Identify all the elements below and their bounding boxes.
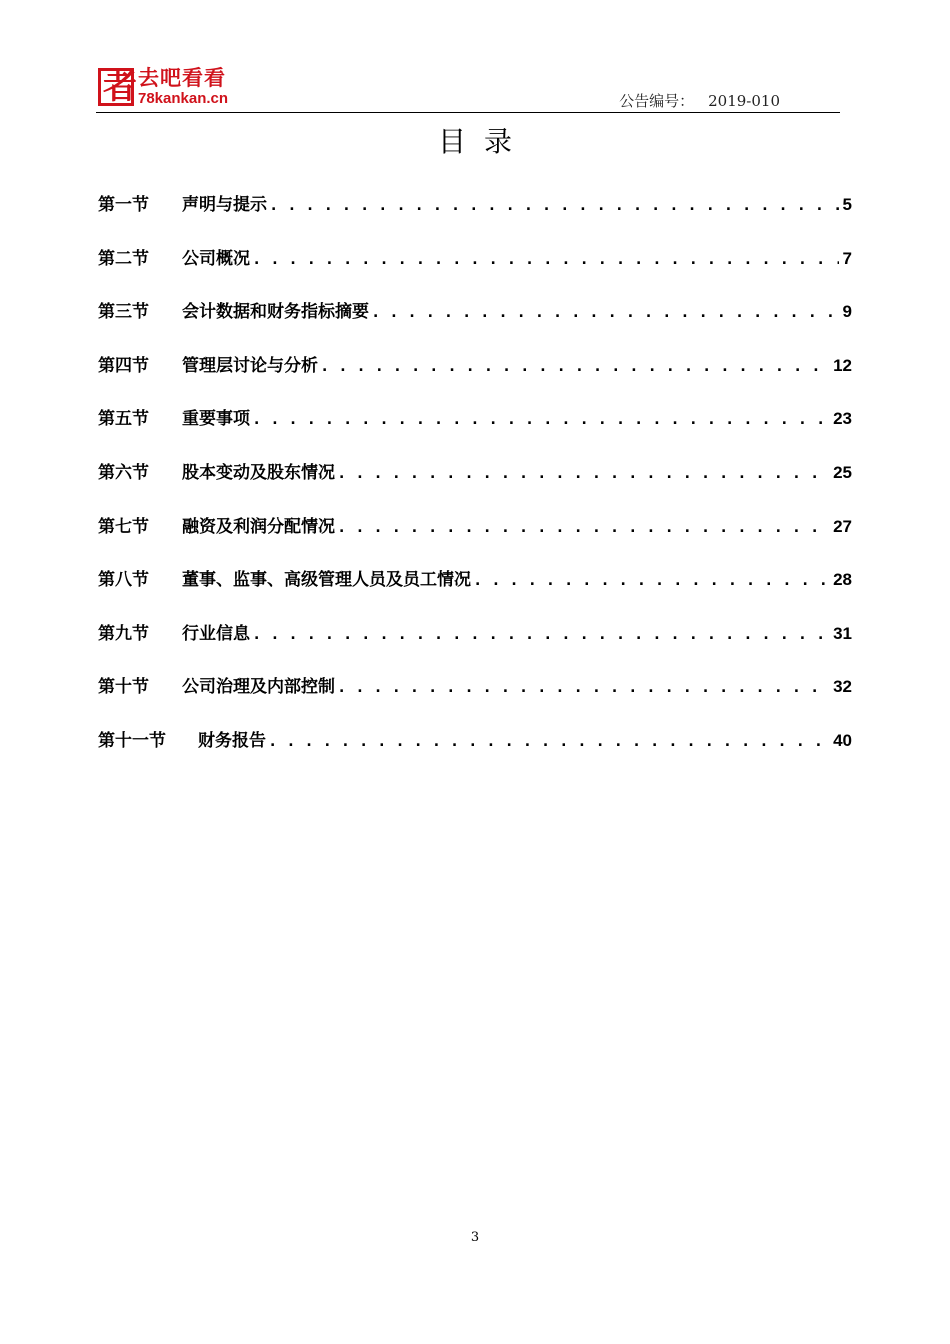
toc-section-title: 管理层讨论与分析	[182, 355, 318, 376]
toc-dot-leader	[254, 627, 829, 643]
logo-mark	[98, 67, 137, 107]
toc-dot-leader	[271, 198, 839, 214]
table-of-contents	[98, 190, 852, 780]
toc-dot-leader	[339, 520, 829, 536]
logo	[98, 66, 238, 110]
toc-entry[interactable]	[98, 244, 852, 298]
toc-section-title: 重要事项	[182, 409, 250, 430]
toc-section-number: 第二节	[98, 248, 149, 269]
toc-page-number: 28	[833, 570, 852, 590]
toc-entry[interactable]	[98, 565, 852, 619]
toc-page-number: 23	[833, 409, 852, 429]
toc-section-title: 股本变动及股东情况	[182, 462, 335, 483]
toc-page-number: 31	[833, 623, 852, 643]
toc-section-title: 公司治理及内部控制	[182, 677, 335, 698]
toc-page-number: 7	[842, 248, 852, 268]
toc-section-number: 第五节	[98, 409, 149, 430]
toc-page-number: 9	[842, 302, 852, 322]
toc-dot-leader	[339, 466, 829, 482]
toc-page-number: 40	[833, 730, 852, 750]
toc-section-title: 融资及利润分配情况	[182, 516, 335, 537]
toc-dot-leader	[270, 734, 829, 750]
toc-section-number: 第十一节	[98, 730, 166, 751]
toc-page-number: 5	[842, 195, 852, 214]
toc-entry[interactable]	[98, 726, 852, 780]
toc-section-number: 第八节	[98, 570, 149, 591]
logo-mark-glyph: 者	[103, 67, 137, 107]
toc-page-number: 25	[833, 462, 852, 482]
toc-page-number: 12	[833, 355, 852, 375]
toc-entry[interactable]	[98, 297, 852, 351]
toc-section-number: 第九节	[98, 623, 149, 644]
toc-entry[interactable]	[98, 351, 852, 405]
toc-section-number: 第十节	[98, 677, 149, 698]
toc-dot-leader	[322, 359, 829, 375]
toc-entry[interactable]	[98, 404, 852, 458]
toc-section-title: 行业信息	[182, 623, 250, 644]
toc-title: 目录	[437, 125, 530, 158]
toc-dot-leader	[475, 573, 829, 589]
toc-dot-leader	[254, 252, 839, 268]
logo-text: 去吧看看	[138, 66, 226, 90]
toc-entry[interactable]	[98, 619, 852, 673]
toc-dot-leader	[373, 305, 839, 321]
toc-entry[interactable]	[98, 458, 852, 512]
toc-section-number: 第一节	[98, 195, 149, 215]
logo-url: 78kankan.cn	[138, 90, 229, 107]
toc-section-number: 第六节	[98, 462, 149, 483]
toc-section-title: 声明与提示	[182, 195, 267, 215]
toc-section-title: 会计数据和财务指标摘要	[182, 302, 369, 323]
toc-entry[interactable]	[98, 512, 852, 566]
toc-section-title: 财务报告	[198, 730, 266, 751]
toc-dot-leader	[254, 412, 829, 428]
announcement-number-value: 2019-010	[708, 92, 780, 110]
toc-section-number: 第三节	[98, 302, 149, 323]
toc-section-title: 董事、监事、高级管理人员及员工情况	[182, 570, 471, 591]
toc-page-number: 32	[833, 677, 852, 697]
toc-page-number: 27	[833, 516, 852, 536]
announcement-number	[619, 90, 780, 111]
announcement-number-label: 公告编号：	[619, 92, 695, 110]
header-divider	[96, 112, 840, 113]
toc-section-number: 第七节	[98, 516, 149, 537]
toc-section-title: 公司概况	[182, 248, 250, 269]
toc-section-number: 第四节	[98, 355, 149, 376]
toc-entry[interactable]	[98, 190, 852, 244]
page-number: 3	[470, 1230, 480, 1245]
toc-dot-leader	[339, 680, 829, 696]
toc-entry[interactable]	[98, 672, 852, 726]
